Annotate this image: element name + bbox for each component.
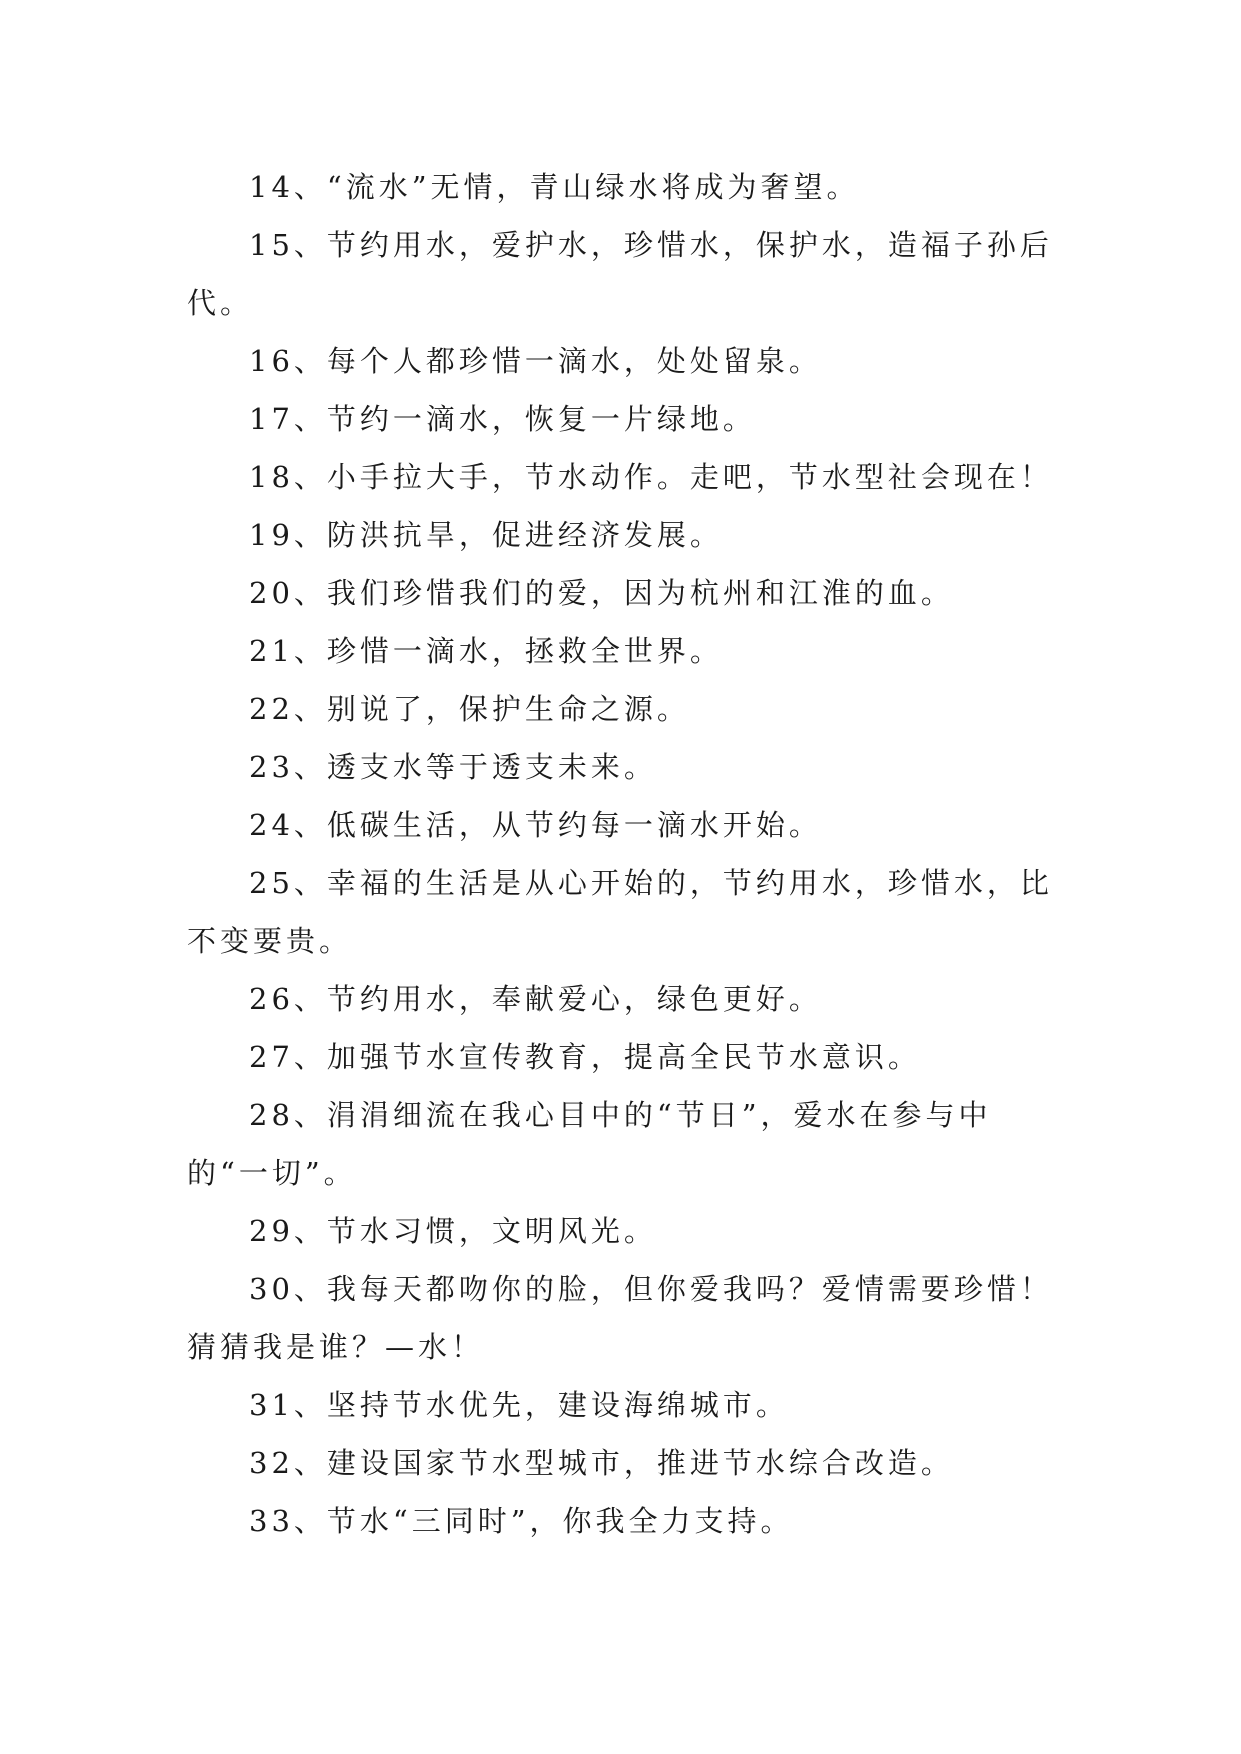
slogan-item-23: 23、透支水等于透支未来。 — [249, 750, 657, 784]
slogan-item-18: 18、小手拉大手，节水动作。走吧，节水型社会现在！ — [249, 460, 1053, 494]
slogan-item-16: 16、每个人都珍惜一滴水，处处留泉。 — [249, 344, 822, 378]
slogan-item-25: 25、幸福的生活是从心开始的，节约用水，珍惜水，比不变要贵。 — [187, 866, 1053, 958]
slogan-item-28: 28、涓涓细流在我心目中的“节日”，爱水在参与中的“一切”。 — [187, 1098, 992, 1190]
slogan-item-17: 17、节约一滴水，恢复一片绿地。 — [249, 402, 756, 436]
slogan-item-29: 29、节水习惯，文明风光。 — [249, 1214, 657, 1248]
slogan-item-21: 21、珍惜一滴水，拯救全世界。 — [249, 634, 723, 668]
slogan-item-32: 32、建设国家节水型城市，推进节水综合改造。 — [249, 1446, 954, 1480]
document-body — [187, 158, 1057, 1550]
slogan-item-26: 26、节约用水，奉献爱心，绿色更好。 — [249, 982, 822, 1016]
slogan-item-20: 20、我们珍惜我们的爱，因为杭州和江淮的血。 — [249, 576, 954, 610]
slogan-item-33: 33、节水“三同时”，你我全力支持。 — [249, 1504, 794, 1538]
slogan-item-24: 24、低碳生活，从节约每一滴水开始。 — [249, 808, 822, 842]
slogan-item-15: 15、节约用水，爱护水，珍惜水，保护水，造福子孙后代。 — [187, 228, 1053, 320]
slogan-item-14: 14、“流水”无情，青山绿水将成为奢望。 — [249, 170, 860, 204]
slogan-item-27: 27、加强节水宣传教育，提高全民节水意识。 — [249, 1040, 921, 1074]
slogan-item-22: 22、别说了，保护生命之源。 — [249, 692, 690, 726]
slogan-item-30: 30、我每天都吻你的脸，但你爱我吗？爱情需要珍惜！猜猜我是谁？—水！ — [187, 1272, 1053, 1364]
slogan-item-19: 19、防洪抗旱，促进经济发展。 — [249, 518, 723, 552]
slogan-item-31: 31、坚持节水优先，建设海绵城市。 — [249, 1388, 789, 1422]
